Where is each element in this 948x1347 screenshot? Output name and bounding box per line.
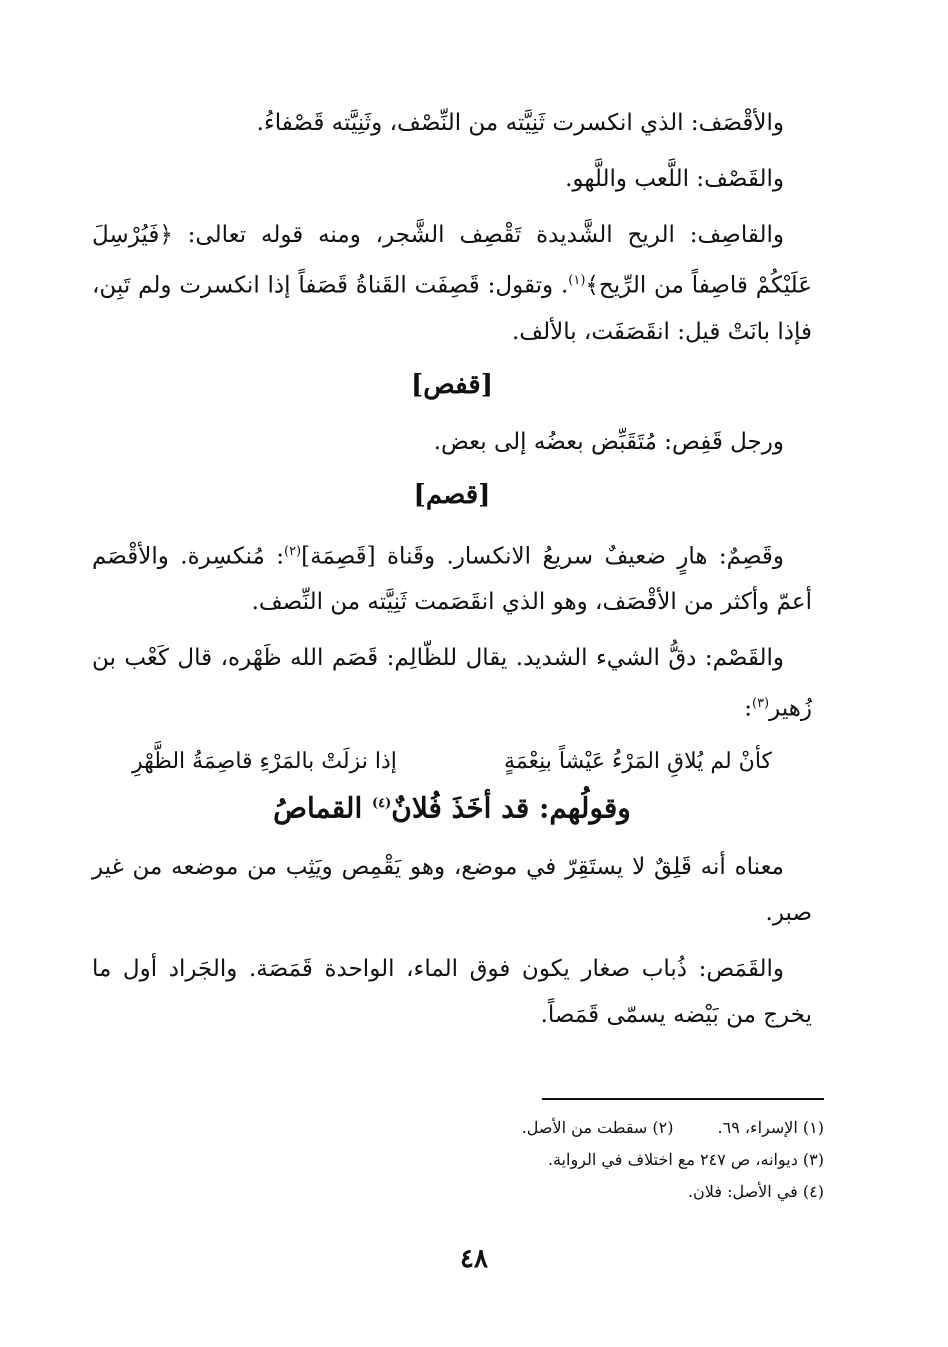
footnote-ref-4: (٤) bbox=[371, 795, 392, 811]
footnote-ref-3: (٣) bbox=[751, 696, 770, 712]
paragraph-qasm bbox=[92, 635, 812, 732]
footnote-2: (٢) سقطت من الأصل. bbox=[521, 1118, 674, 1137]
proverb-text-2: القماصُ bbox=[273, 791, 372, 825]
paragraph-aqsaf: والأقْصَف: الذي انكسرت ثَنِيَّته من النِّصْف، وثَنِيَّته قَصْفاءُ. bbox=[256, 110, 784, 136]
paragraph-qafis: ورجل قَفِص: مُتَقَبِّض بعضُه إلى بعض. bbox=[433, 428, 784, 455]
footnote-divider bbox=[542, 1098, 824, 1100]
paragraph-qasim-text-1: وقَصِمٌ: هارٍ ضعيفٌ سريعُ الانكسار. وقَناة [قَصِمَة] bbox=[301, 543, 784, 570]
paragraph-qasim-text-2: : مُنكسِرة. والأقْصَم أعمّ وأكثر من الأقْصَف، وهو الذي انقَصَمت ثَنِيَّته من النِّصف. bbox=[92, 543, 812, 616]
footnote-ref-1: (١) bbox=[568, 273, 586, 288]
verse-first-hemistich: كأنْ لم يُلاقِ المَرْءُ عَيْشاً بنِعْمَةٍ bbox=[504, 748, 772, 774]
paragraph-qamis: معناه أنه قَلِقٌ لا يستَقِرّ في موضع، وهو يَقْمِص ويَثِب من موضعه من غير صبر. bbox=[92, 854, 812, 927]
proverb-heading bbox=[92, 782, 812, 830]
footnote-row bbox=[224, 1112, 824, 1144]
paragraph-qasim bbox=[92, 529, 812, 626]
poetry-verse bbox=[92, 742, 812, 782]
footnote-4: (٤) في الأصل: فلان. bbox=[687, 1182, 824, 1201]
footnote-ref-2: (٢) bbox=[283, 543, 302, 559]
footnotes bbox=[224, 1112, 824, 1208]
paragraph-qasf: والقَصْف: اللَّعب واللَّهو. bbox=[565, 166, 784, 192]
paragraph-qasm-text-2: : bbox=[744, 695, 752, 722]
proverb-text-1: وقولُهم: قد أخَذَ فُلانٌ bbox=[391, 791, 631, 825]
section-heading-qafas: [قفص] bbox=[410, 369, 494, 400]
page-body bbox=[92, 100, 812, 1048]
paragraph-qasm-text-1: والقَصْم: دقُّ الشيء الشديد. يقال للظّالِم: قَصَم الله ظَهْره، قال كَعْب بن زُهير bbox=[92, 645, 812, 722]
paragraph-qamas: والقَمَص: ذُباب صغار يكون فوق الماء، الواحدة قَمَصَة. والجَراد أول ما يخرج من بَيْضه يسمّى قَمَصاً. bbox=[92, 956, 812, 1029]
section-heading-qasm: [قصم] bbox=[413, 479, 491, 510]
paragraph-qasif bbox=[92, 212, 812, 355]
paragraph-qasif-text-2: . وتقول: قَصِفَت القَناةُ قَصَفاً إذا انكسرت ولم تَبِن، فإذا بانَتْ قيل: انقَصَفَت، بالألف. bbox=[92, 272, 812, 345]
paragraph-qasif-text-1: والقاصِف: الريح الشَّديدة تَقْصِف الشَّجر، ومنه قوله تعالى: ﴿فَيُرْسِلَ عَلَيْكُمْ قاصِفاً من الرِّيح﴾ bbox=[92, 222, 812, 299]
page-number: ٤٨ bbox=[460, 1244, 488, 1274]
footnote-1: (١) الإسراء، ٦٩. bbox=[717, 1118, 824, 1137]
verse-second-hemistich: إذا نزلَتْ بالمَرْءِ قاصِمَةُ الظَّهْرِ bbox=[132, 748, 397, 774]
footnote-3: (٣) ديوانه، ص ٢٤٧ مع اختلاف في الرواية. bbox=[547, 1150, 824, 1169]
